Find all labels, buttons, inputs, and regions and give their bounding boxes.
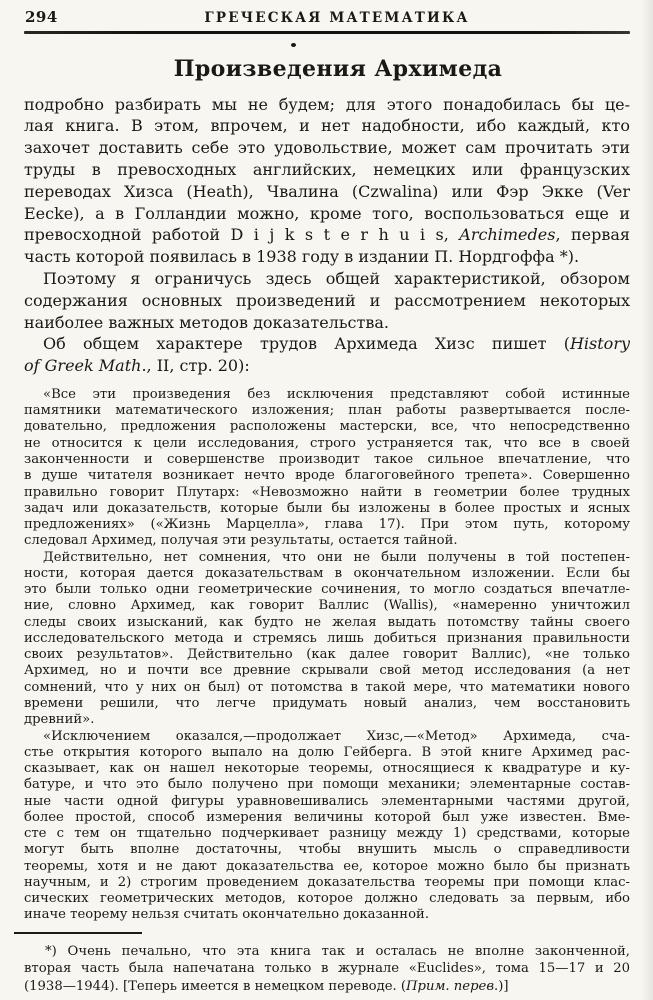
text-line: of Greek Math., II, стр. 20): [24, 356, 250, 376]
quote-paragraph [24, 387, 630, 550]
text-line: стье открытия которого выпало на долю Гейберга. В этой книге Архимед рас- [24, 744, 630, 760]
footnote-rule [14, 932, 142, 934]
text-line: превосходной работой D i j k s t e r h u i s, Archimedes, первая [24, 225, 630, 245]
text-line: сомнений, что у них он был) от потомства в такой мере, что математики нового [24, 679, 630, 695]
running-head: ГРЕЧЕСКАЯ МАТЕМАТИКА [204, 10, 470, 26]
section-separator-dot [291, 43, 296, 47]
text-line: довательно, предложения расположены мастерски, все, что непосредственно [24, 419, 630, 435]
text-line: задач или доказательств, которые были бы изложены в более простых и ясных [24, 500, 630, 516]
text-line: более простой, способ измерения величины которой был уже известен. Вме- [24, 809, 630, 825]
page-number: 294 [25, 8, 58, 26]
footnote-line: *) Очень печально, что эта книга так и осталась не вполне законченной, [45, 943, 630, 959]
text-line: это были только одни геометрические сочинения, то могло создаться впечатле- [24, 582, 630, 598]
text-line: Об общем характере трудов Архимеда Хизс пишет (History [43, 334, 630, 354]
quote-paragraph [24, 550, 630, 729]
text-line: не относится к цели исследования, строго устраняется так, что все в своей [24, 435, 630, 451]
footnote-line: вторая часть была напечатана только в журнале «Euclides», тома 15—17 и 20 [24, 961, 630, 977]
text-line: законченности и совершенстве производит такое сильное впечатление, что [24, 452, 630, 468]
text-line: лая книга. В этом, впрочем, и нет надобности, ибо каждый, кто [24, 116, 630, 136]
text-line: труды в превосходных английских, немецких или французских [24, 159, 630, 179]
text-line: следы своих изысканий, как будто не желая выдать потомству тайны своего [24, 614, 630, 630]
text-line: захочет доставить себе это удовольствие, может сам прочитать эти [24, 138, 630, 158]
text-line: времени решили, что легче придумать новый анализ, чем восстановить [24, 696, 630, 711]
footnote-line: (1938—1944). [Теперь имеется в немецком переводе. (Прим. перев.)] [24, 978, 509, 994]
text-line: ние, словно Архимед, как говорит Валлис (Wallis), «намеренно уничтожил [24, 598, 630, 614]
text-line: теоремы, хотя и не дают доказательства ее, которое можно было бы признать [24, 858, 630, 874]
text-line: Поэтому я ограничусь здесь общей характеристикой, обзором [43, 268, 630, 288]
text-line: в душе читателя возникает нечто вроде благоговейного трепета». Совершенно [24, 468, 630, 484]
section-title: Произведения Архимеда [173, 55, 503, 82]
text-line: содержания основных произведений и рассмотрением некоторых [24, 290, 630, 310]
text-line: сических геометрических методов, которое должно следовать за первым, ибо [24, 891, 630, 907]
body-text [24, 94, 630, 924]
text-line: «Исключением оказался,—продолжает Хизс,—«Метод» Архимеда, сча- [43, 728, 630, 744]
text-line: своих результатов». Действительно (как далее говорит Валлис), «не только [24, 647, 630, 663]
text-line: Архимед, но и почти все древние скрывали свой метод исследования (а нет [24, 663, 630, 679]
text-line: сказывает, как он нашел некоторые теоремы, относящиеся к квадратуре и ку- [24, 761, 630, 777]
text-line: батуре, и что это было получено при помощи механики; элементарные состав- [24, 777, 630, 793]
body-paragraph [24, 268, 630, 333]
text-line: могут быть вполне достаточны, чтобы внушить мысль о справедливости [24, 842, 630, 858]
text-line: иначе теорему нельзя считать окончательно доказанной. [24, 907, 430, 923]
text-line: Действительно, нет сомнения, что они не были получены в той постепен- [43, 549, 630, 565]
text-line: научным, и 2) строгим проведением доказательства теоремы при помощи клас- [24, 874, 630, 890]
body-paragraph [24, 94, 630, 268]
text-line: ные части одной фигуры уравновешивались элементарными частями другой, [24, 793, 630, 809]
header-rule [24, 31, 630, 34]
text-line: памятники математического изложения; план работы развертывается после- [24, 403, 630, 419]
text-line: сте с тем он тщательно подчеркивает разницу между 1) средствами, которые [24, 826, 630, 842]
footnote [24, 943, 630, 996]
text-line: древний». [24, 712, 95, 728]
text-line: ности, которая дается доказательствам в окончательном изложении. Если бы [24, 565, 630, 581]
text-line: переводах Хизса (Heath), Чвалина (Czwalina) или Фэр Экке (Ver [24, 181, 630, 201]
text-line: подробно разбирать мы не будем; для этого понадобилась бы це- [24, 94, 630, 114]
body-paragraph [24, 333, 630, 377]
text-line: «Все эти произведения без исключения представляют собой истинные [43, 386, 630, 402]
text-line: правильно говорит Плутарх: «Невозможно найти в геометрии более трудных [24, 484, 630, 500]
page-header [24, 7, 630, 28]
text-line: наиболее важных методов доказательства. [24, 312, 389, 332]
text-line: предложениях» («Жизнь Марцелла», глава 17). При этом путь, которому [24, 517, 630, 533]
text-line: следовал Архимед, получая эти результаты, остается тайной. [24, 533, 458, 549]
quote-paragraph [24, 729, 630, 924]
text-line: часть которой появилась в 1938 году в издании П. Нордгоффа *). [24, 247, 580, 267]
text-line: исследовательского метода и стремясь лишь добиться признания правильности [24, 630, 630, 646]
text-line: Eecke), а в Голландии можно, кроме того, воспользоваться еще и [24, 203, 630, 223]
